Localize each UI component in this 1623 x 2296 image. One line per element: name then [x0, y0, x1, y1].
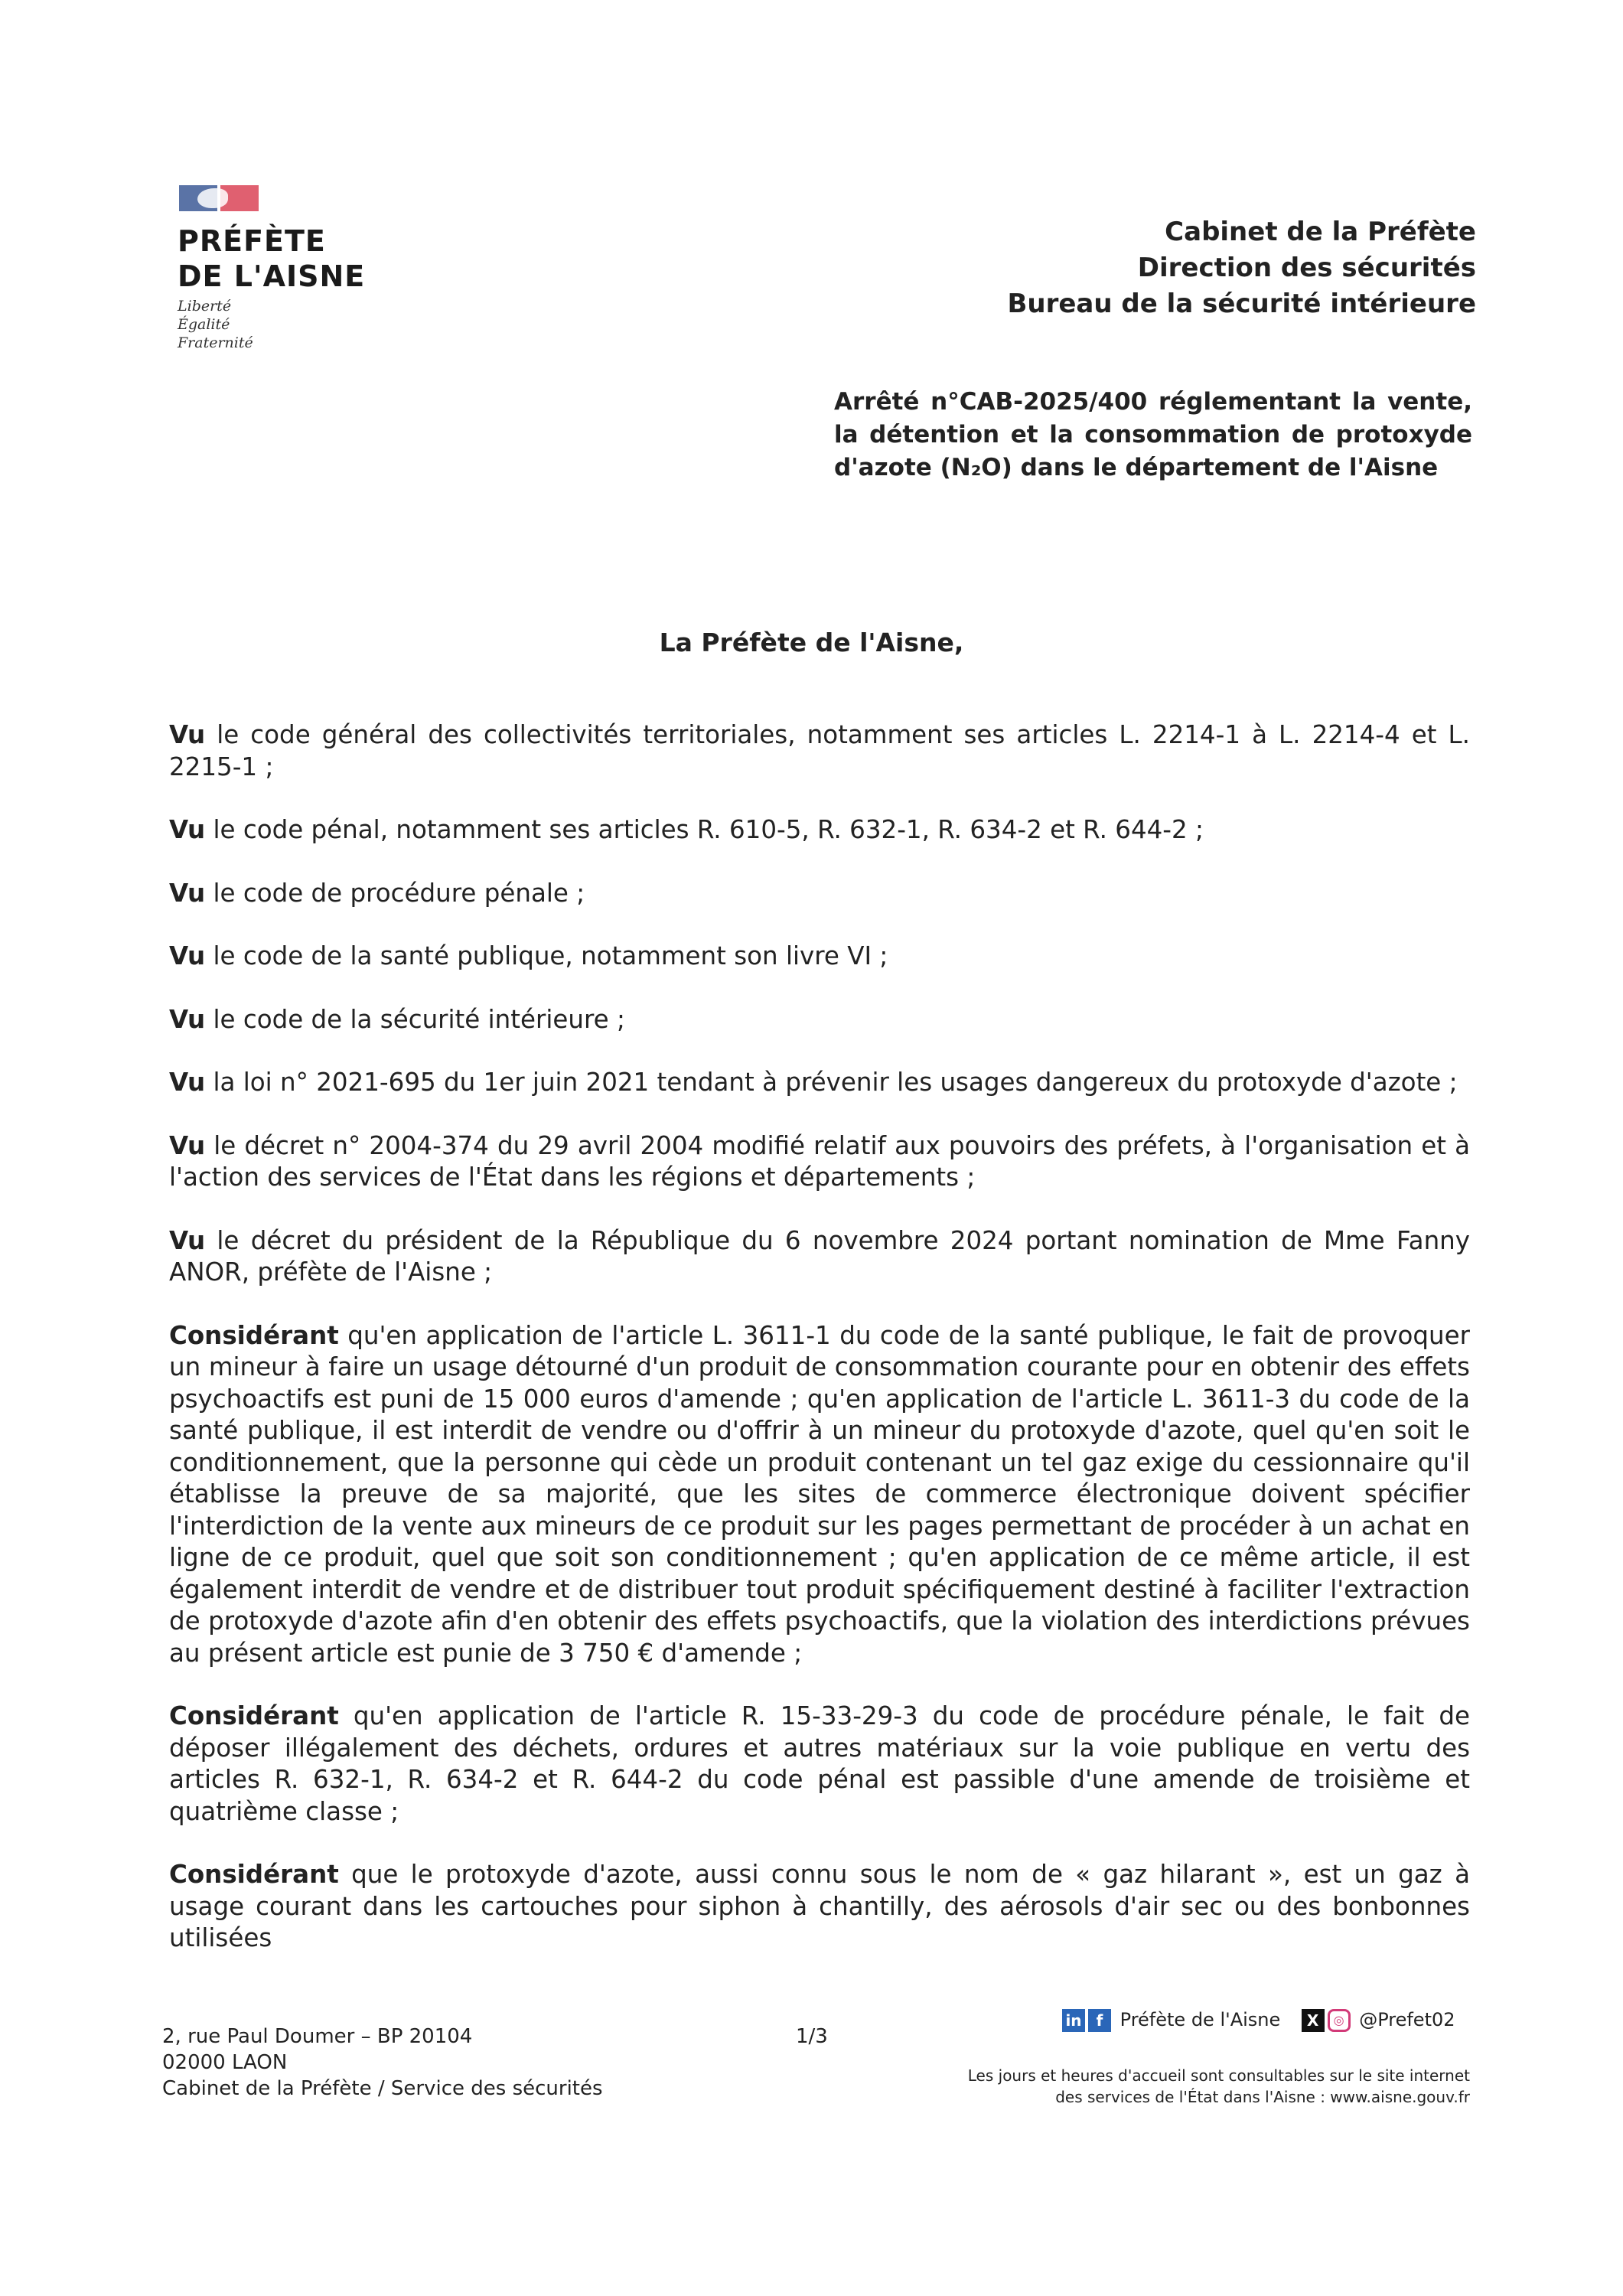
paragraph-text: le code de procédure pénale ;	[205, 878, 585, 908]
visa-paragraph	[169, 719, 1470, 783]
paragraph-keyword: Vu	[169, 941, 206, 970]
address-line1: 2, rue Paul Doumer – BP 20104	[162, 2025, 473, 2048]
visa-paragraph	[169, 1067, 1470, 1099]
linkedin-icon[interactable]: in	[1062, 2009, 1085, 2032]
prefecture-name	[178, 223, 365, 294]
service-header	[1007, 214, 1476, 322]
paragraph-text: que le protoxyde d'azote, aussi connu sous le nom de « gaz hilarant », est un gaz à usage courant dans les cartouches pour siphon à chantilly, des aérosols d'air sec ou des bonbonnes utilisées	[169, 1860, 1470, 1952]
hours-line2: des services de l'État dans l'Aisne : www.aisne.gouv.fr	[1055, 2088, 1470, 2106]
prefecture-name-line2: DE L'AISNE	[178, 259, 366, 293]
paragraph-keyword: Vu	[169, 1004, 206, 1034]
considerant-paragraph	[169, 1701, 1470, 1828]
service-line2: Direction des sécurités	[1137, 253, 1476, 283]
paragraph-text: le code général des collectivités territoriales, notamment ses articles L. 2214-1 à L. 2214-4 et L. 2215-1 ;	[169, 720, 1470, 781]
social-label: Préfète de l'Aisne	[1119, 2009, 1281, 2030]
paragraph-text: la loi n° 2021-695 du 1er juin 2021 tendant à prévenir les usages dangereux du protoxyde d'azote ;	[205, 1068, 1458, 1097]
paragraph-text: qu'en application de l'article R. 15-33-29-3 du code de procédure pénale, le fait de déposer illégalement des déchets, ordures et autres matériaux sur la voie publique en vertu des articles R. 632-1, R. 634-2 et R. 644-2 du code pénal est passible d'une amende de troisième et quatrième classe ;	[169, 1701, 1470, 1826]
marianne-logo-icon	[178, 184, 260, 211]
paragraph-text: le code pénal, notamment ses articles R. 610-5, R. 632-1, R. 634-2 et R. 644-2 ;	[205, 815, 1204, 844]
hours-line1: Les jours et heures d'accueil sont consultables sur le site internet	[967, 2066, 1470, 2085]
opening-hours-notice	[968, 2065, 1470, 2108]
visa-paragraph	[169, 1130, 1470, 1194]
motto-fraternite: Fraternité	[178, 334, 253, 351]
visa-paragraph	[169, 1004, 1470, 1036]
visa-paragraph	[169, 814, 1470, 846]
service-line1: Cabinet de la Préfète	[1165, 217, 1476, 247]
x-twitter-icon[interactable]: X	[1302, 2009, 1325, 2032]
page-number: 1/3	[796, 2025, 828, 2048]
prefecture-name-line1: PRÉFÈTE	[178, 224, 326, 258]
paragraph-keyword: Considérant	[169, 1701, 339, 1730]
paragraph-keyword: Considérant	[169, 1320, 339, 1350]
service-line3: Bureau de la sécurité intérieure	[1007, 289, 1476, 319]
visa-paragraph	[169, 878, 1470, 910]
paragraph-keyword: Vu	[169, 878, 206, 908]
visa-paragraph	[169, 941, 1470, 973]
considerant-paragraph	[169, 1859, 1470, 1955]
social-links	[1062, 2007, 1455, 2033]
paragraph-keyword: Vu	[169, 1225, 206, 1255]
motto-egalite: Égalité	[178, 316, 230, 333]
considerant-paragraph	[169, 1320, 1470, 1670]
address-line3: Cabinet de la Préfète / Service des sécurités	[162, 2077, 603, 2100]
instagram-icon[interactable]: ◎	[1328, 2009, 1351, 2032]
paragraph-text: le code de la santé publique, notamment son livre VI ;	[205, 941, 888, 970]
paragraph-keyword: Vu	[169, 720, 206, 749]
footer-address	[162, 2024, 603, 2102]
visa-paragraph	[169, 1225, 1470, 1289]
paragraph-text: le décret du président de la République du 6 novembre 2024 portant nomination de Mme Fanny ANOR, préfète de l'Aisne ;	[169, 1225, 1470, 1287]
paragraph-keyword: Considérant	[169, 1860, 339, 1889]
address-line2: 02000 LAON	[162, 2051, 288, 2074]
authority-heading: La Préfète de l'Aisne,	[659, 628, 964, 657]
facebook-icon[interactable]: f	[1088, 2009, 1111, 2032]
paragraph-text: qu'en application de l'article L. 3611-1 du code de la santé publique, le fait de provoquer un mineur à faire un usage détourné d'un produit de consommation courante pour en obtenir des effets psychoactifs est puni de 15 000 euros d'amende ; qu'en application de l'article L. 3611-3 du code de la santé publique, il est interdit de vendre ou d'offrir à un mineur du protoxyde d'azote, quel qu'en soit le conditionnement, que la personne qui cède un produit contenant un tel gaz exige du cessionnaire qu'il établisse la preuve de sa majorité, que les sites de commerce électronique doivent spécifier l'interdiction de la vente aux mineurs de ce produit sur les pages permettant de procéder à un achat en ligne de ce produit, quel que soit son conditionnement ; qu'en application de ce même article, il est également interdit de vendre et de distribuer tout produit spécifiquement destiné à faciliter l'extraction de protoxyde d'azote afin d'en obtenir des effets psychoactifs, que la violation des interdictions prévues au présent article est punie de 3 750 € d'amende ;	[169, 1320, 1470, 1668]
paragraph-text: le décret n° 2004-374 du 29 avril 2004 modifié relatif aux pouvoirs des préfets, à l'organisation et à l'action des services de l'État dans les régions et départements ;	[169, 1130, 1470, 1192]
social-handle: @Prefet02	[1359, 2009, 1455, 2030]
paragraph-keyword: Vu	[169, 1068, 206, 1097]
arrete-title: Arrêté n°CAB-2025/400 réglementant la vente, la détention et la consommation de protoxyde d'azote (N₂O) dans le département de l'Aisne	[834, 388, 1472, 481]
republic-motto	[178, 297, 253, 352]
paragraph-text: le code de la sécurité intérieure ;	[205, 1004, 625, 1034]
paragraph-keyword: Vu	[169, 815, 206, 844]
paragraph-keyword: Vu	[169, 1130, 206, 1160]
motto-liberte: Liberté	[178, 298, 232, 315]
document-body	[169, 719, 1470, 1986]
